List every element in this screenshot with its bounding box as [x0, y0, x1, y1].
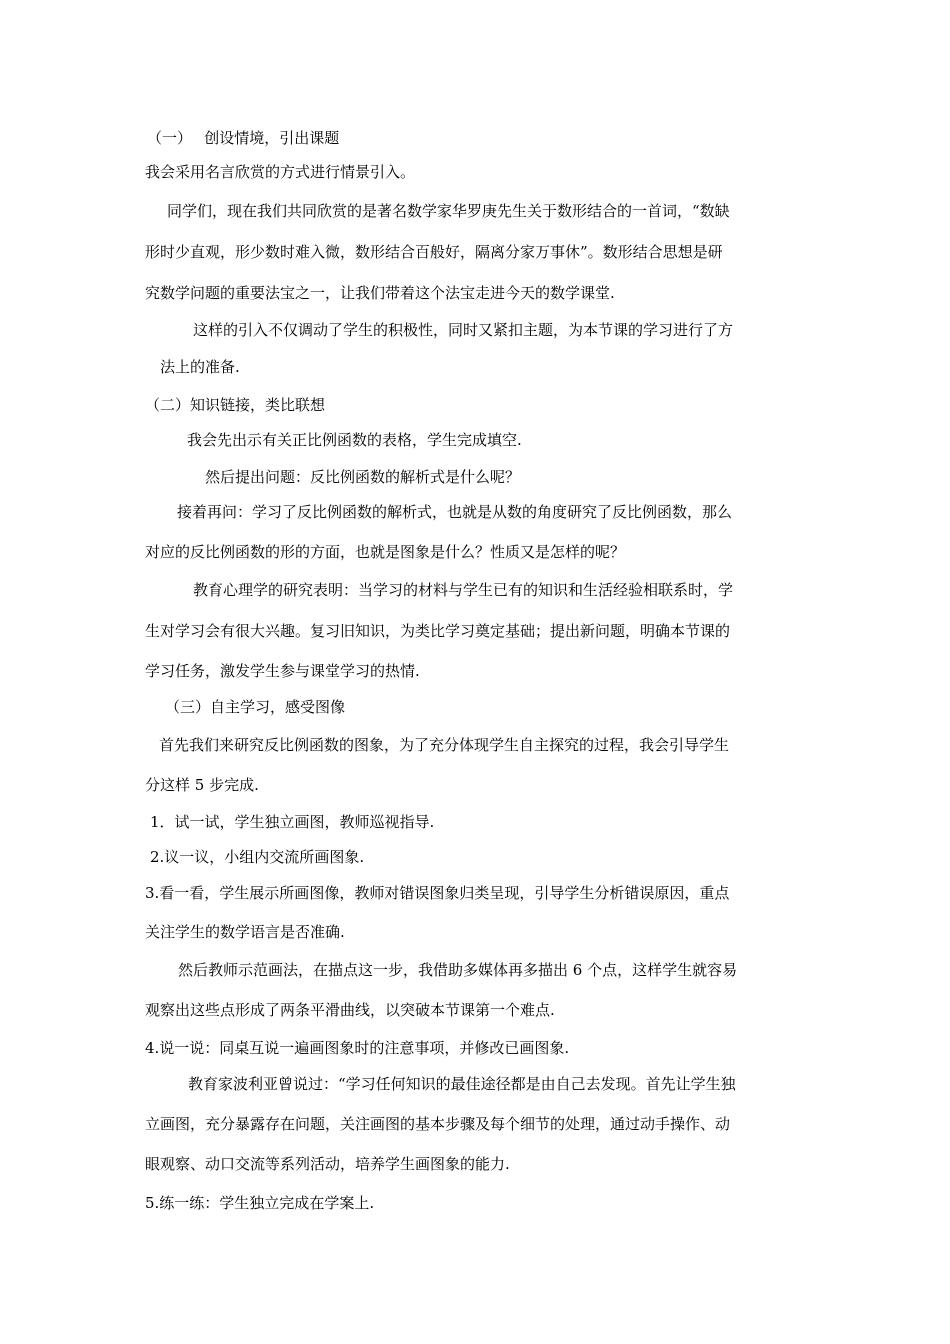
paragraph-line: 眼观察、动口交流等系列活动，培养学生画图象的能力.: [145, 1155, 510, 1173]
paragraph-line: 形时少直观，形少数时难入微，数形结合百般好，隔离分家万事休”。数形结合思想是研: [145, 243, 723, 261]
list-item: 2.议一议，小组内交流所画图象.: [150, 848, 365, 866]
list-item: 3.看一看，学生展示所画图像，教师对错误图象归类呈现，引导学生分析错误原因，重点: [145, 884, 730, 902]
paragraph-line: 学习任务，激发学生参与课堂学习的热情.: [145, 662, 420, 680]
section-heading-1: （一） 创设情境，引出课题: [147, 129, 340, 147]
paragraph-line: 这样的引入不仅调动了学生的积极性，同时又紧扣主题，为本节课的学习进行了方: [193, 321, 734, 339]
paragraph-line: 首先我们来研究反比例函数的图象，为了充分体现学生自主探究的过程，我会引导学生: [159, 736, 730, 754]
paragraph-line: 分这样 5 步完成.: [145, 776, 259, 794]
paragraph-line: 生对学习会有很大兴趣。复习旧知识，为类比学习奠定基础；提出新问题，明确本节课的: [145, 622, 731, 640]
paragraph-line: 关注学生的数学语言是否准确.: [145, 923, 345, 941]
paragraph-line: 观察出这些点形成了两条平滑曲线，以突破本节课第一个难点.: [145, 1001, 555, 1019]
paragraph-line: 对应的反比例函数的形的方面，也就是图象是什么？性质又是怎样的呢？: [145, 543, 626, 561]
paragraph-line: 立画图，充分暴露存在问题，关注画图的基本步骤及每个细节的处理，通过动手操作、动: [145, 1115, 731, 1133]
list-item: 5.练一练：学生独立完成在学案上.: [145, 1194, 375, 1212]
list-item: 4.说一说：同桌互说一遍画图象时的注意事项，并修改已画图象.: [145, 1039, 570, 1057]
paragraph-line: 然后提出问题：反比例函数的解析式是什么呢？: [205, 468, 521, 486]
list-item: 1．试一试，学生独立画图，教师巡视指导.: [150, 813, 435, 831]
paragraph-line: 法上的准备.: [160, 358, 240, 376]
paragraph-line: 究数学问题的重要法宝之一，让我们带着这个法宝走进今天的数学课堂.: [145, 284, 615, 302]
paragraph-line: 教育家波利亚曾说过：“学习任何知识的最佳途径都是由自己去发现。首先让学生独: [188, 1075, 736, 1093]
paragraph-line: 接着再问：学习了反比例函数的解析式，也就是从数的角度研究了反比例函数，那么: [177, 503, 733, 521]
section-heading-3: （三）自主学习，感受图像: [165, 698, 346, 716]
section-heading-2: （二）知识链接，类比联想: [145, 396, 326, 414]
paragraph-line: 我会先出示有关正比例函数的表格，学生完成填空.: [187, 431, 522, 449]
paragraph-line: 教育心理学的研究表明：当学习的材料与学生已有的知识和生活经验相联系时，学: [193, 581, 734, 599]
paragraph-line: 我会采用名言欣赏的方式进行情景引入。: [145, 163, 416, 181]
paragraph-line: 然后教师示范画法，在描点这一步，我借助多媒体再多描出 6 个点，这样学生就容易: [178, 961, 738, 979]
paragraph-line: 同学们，现在我们共同欣赏的是著名数学家华罗庚先生关于数形结合的一首词，“数缺: [167, 202, 730, 220]
